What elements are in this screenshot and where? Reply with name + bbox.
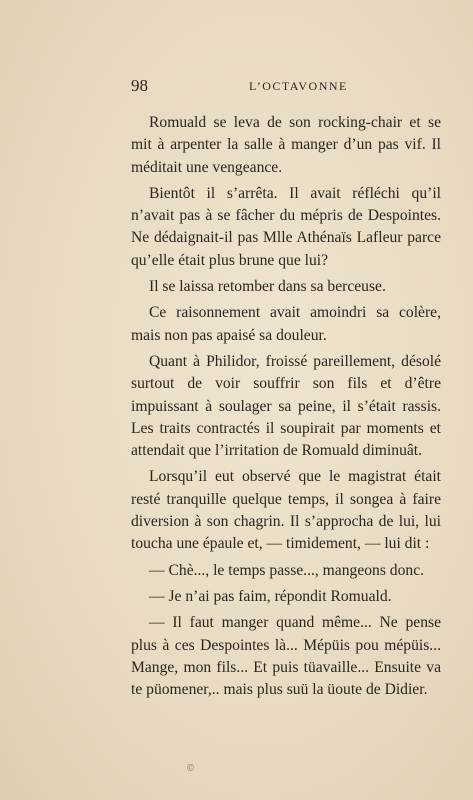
page-number: 98 bbox=[131, 76, 148, 95]
page-body bbox=[131, 112, 441, 705]
paragraph: Lorsqu’il eut observé que le magistrat était resté tranquille quelque temps, il songea à faire diversion à son chagrin. Il s’approcha de lui, lui toucha une épaule et, — timidement, — lui dit : bbox=[131, 468, 441, 553]
paragraph: Il se laissa retomber dans sa berceuse. bbox=[149, 278, 386, 296]
footer-ornament: © bbox=[186, 764, 195, 774]
paragraph: Romuald se leva de son rocking-chair et se mit à arpenter la salle à manger d’un pas vif. Il méditait une vengeance. bbox=[131, 114, 441, 176]
paragraph: — Je n’ai pas faim, répondit Romuald. bbox=[149, 587, 392, 605]
paragraph: Quant à Philidor, froissé pareillement, désolé surtout de voir souffrir son fils et d’être impuissant à soulager sa peine, il s’était rassis. Les traits contractés il soupirait par moments et attendait que l’irritation de Romuald diminuât. bbox=[131, 352, 441, 460]
paragraph: — Chè..., le temps passe..., mangeons donc. bbox=[149, 561, 425, 579]
paragraph: — Il faut manger quand même... Ne pense plus à ces Despointes là... Mépüis pou mépüis... Mange, mon fils... Et puis tüavaille... Ensuite va te püomener,.. mais plus suü la üoute de Didier. bbox=[131, 614, 441, 699]
running-title: L’OCTAVONNE bbox=[249, 79, 348, 93]
paragraph: Bientôt il s’arrêta. Il avait réfléchi qu’il n’avait pas à se fâcher du mépris de Despointes. Ne dédaignait-il pas Mlle Athénaïs Lafleur parce qu’elle était plus brune que lui? bbox=[131, 184, 441, 269]
paragraph: Ce raisonnement avait amoindri sa colère, mais non pas apaisé sa douleur. bbox=[131, 304, 441, 344]
page-header bbox=[131, 76, 441, 96]
